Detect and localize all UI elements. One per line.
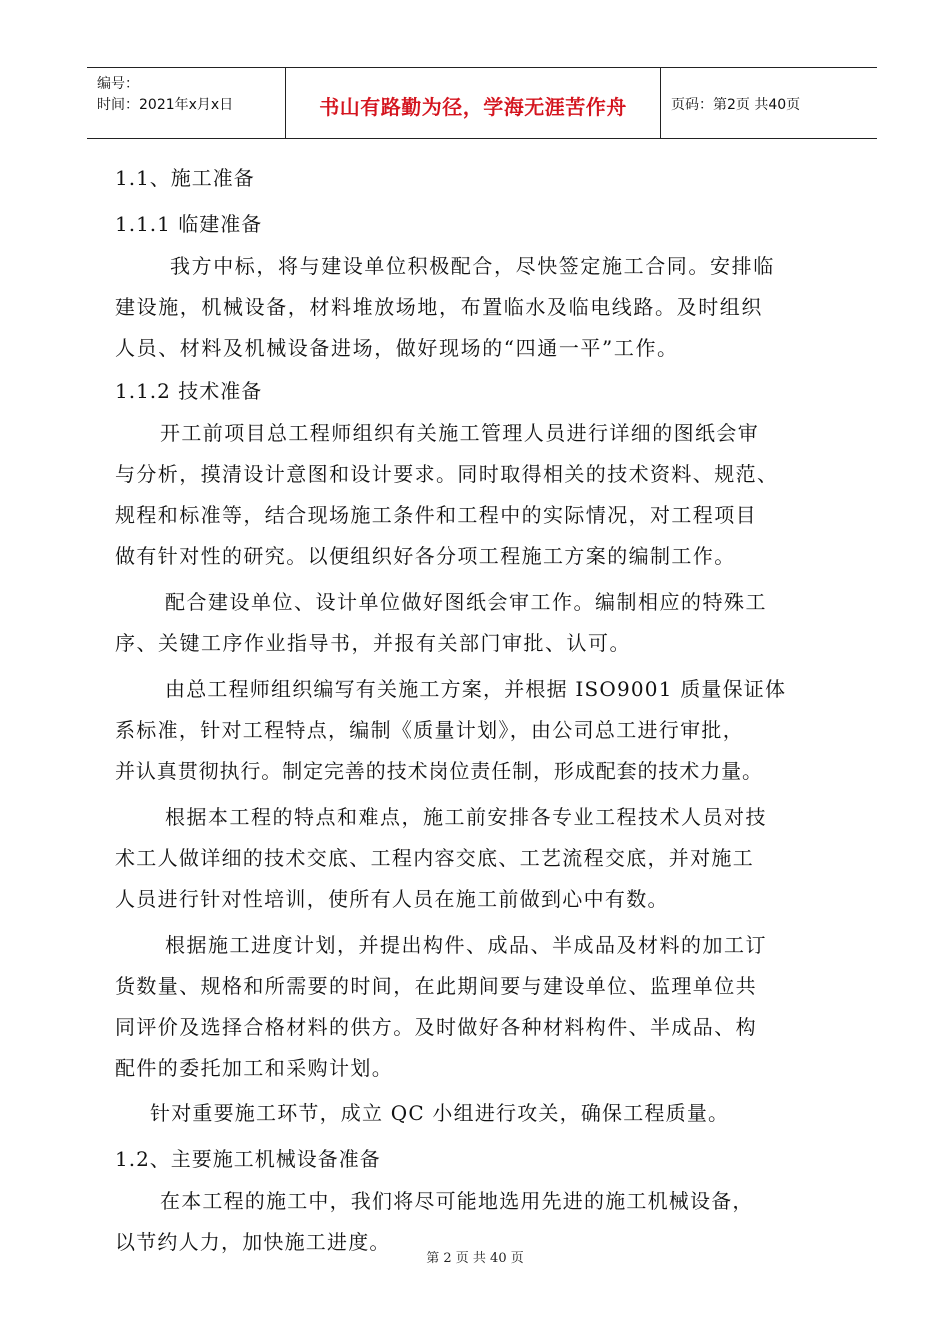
section-heading: 1.1、施工准备 bbox=[115, 166, 255, 190]
paragraph-line: 人员、材料及机械设备进场，做好现场的“四通一平”工作。 bbox=[115, 336, 679, 360]
paragraph-line: 配合建设单位、设计单位做好图纸会审工作。编制相应的特殊工 bbox=[165, 590, 767, 614]
subsection-heading: 1.1.1 临建准备 bbox=[115, 212, 263, 236]
paragraph-line: 并认真贯彻执行。制定完善的技术岗位责任制，形成配套的技术力量。 bbox=[115, 759, 763, 783]
paragraph-line: 根据施工进度计划，并提出构件、成品、半成品及材料的加工订 bbox=[165, 933, 767, 957]
paragraph-line: 配件的委托加工和采购计划。 bbox=[115, 1056, 394, 1080]
document-time-label: 时间：2021年x月x日 bbox=[97, 97, 234, 113]
paragraph-line: 与分析，摸清设计意图和设计要求。同时取得相关的技术资料、规范、 bbox=[115, 462, 779, 486]
paragraph-line: 规程和标准等，结合现场施工条件和工程中的实际情况，对工程项目 bbox=[115, 503, 757, 527]
header-page-cell bbox=[661, 68, 877, 138]
paragraph-line: 人员进行针对性培训，使所有人员在施工前做到心中有数。 bbox=[115, 887, 669, 911]
paragraph-line: 由总工程师组织编写有关施工方案，并根据 ISO9001 质量保证体 bbox=[165, 677, 787, 701]
paragraph-line: 建设施，机械设备，材料堆放场地，布置临水及临电线路。及时组织 bbox=[115, 295, 763, 319]
paragraph-line: 术工人做详细的技术交底、工程内容交底、工艺流程交底，并对施工 bbox=[115, 846, 754, 870]
document-number-label: 编号： bbox=[97, 76, 139, 92]
header-motto-cell bbox=[286, 68, 661, 138]
page-header bbox=[87, 67, 877, 139]
paragraph-line: 针对重要施工环节，成立 QC 小组进行攻关，确保工程质量。 bbox=[150, 1101, 730, 1125]
paragraph-line: 根据本工程的特点和难点，施工前安排各专业工程技术人员对技 bbox=[165, 805, 767, 829]
header-info-cell bbox=[87, 68, 286, 138]
page-footer: 第 2 页 共 40 页 bbox=[426, 1251, 524, 1266]
paragraph-line: 系标准，针对工程特点，编制《质量计划》，由公司总工进行审批， bbox=[115, 718, 744, 742]
subsection-heading: 1.1.2 技术准备 bbox=[115, 379, 263, 403]
paragraph-line: 我方中标，将与建设单位积极配合，尽快签定施工合同。安排临 bbox=[170, 254, 775, 278]
header-page-number: 页码：第2页 共40页 bbox=[671, 97, 801, 113]
paragraph-line: 以节约人力，加快施工进度。 bbox=[115, 1230, 391, 1254]
header-motto: 书山有路勤为径，学海无涯苦作舟 bbox=[319, 95, 627, 119]
section-heading: 1.2、主要施工机械设备准备 bbox=[115, 1147, 381, 1171]
paragraph-line: 做有针对性的研究。以便组织好各分项工程施工方案的编制工作。 bbox=[115, 544, 736, 568]
paragraph-line: 货数量、规格和所需要的时间，在此期间要与建设单位、监理单位共 bbox=[115, 974, 757, 998]
paragraph-line: 在本工程的施工中，我们将尽可能地选用先进的施工机械设备， bbox=[160, 1189, 754, 1213]
paragraph-line: 序、关键工序作业指导书，并报有关部门审批、认可。 bbox=[115, 631, 631, 655]
paragraph-line: 同评价及选择合格材料的供方。及时做好各种材料构件、半成品、构 bbox=[115, 1015, 757, 1039]
paragraph-line: 开工前项目总工程师组织有关施工管理人员进行详细的图纸会审 bbox=[160, 421, 760, 445]
